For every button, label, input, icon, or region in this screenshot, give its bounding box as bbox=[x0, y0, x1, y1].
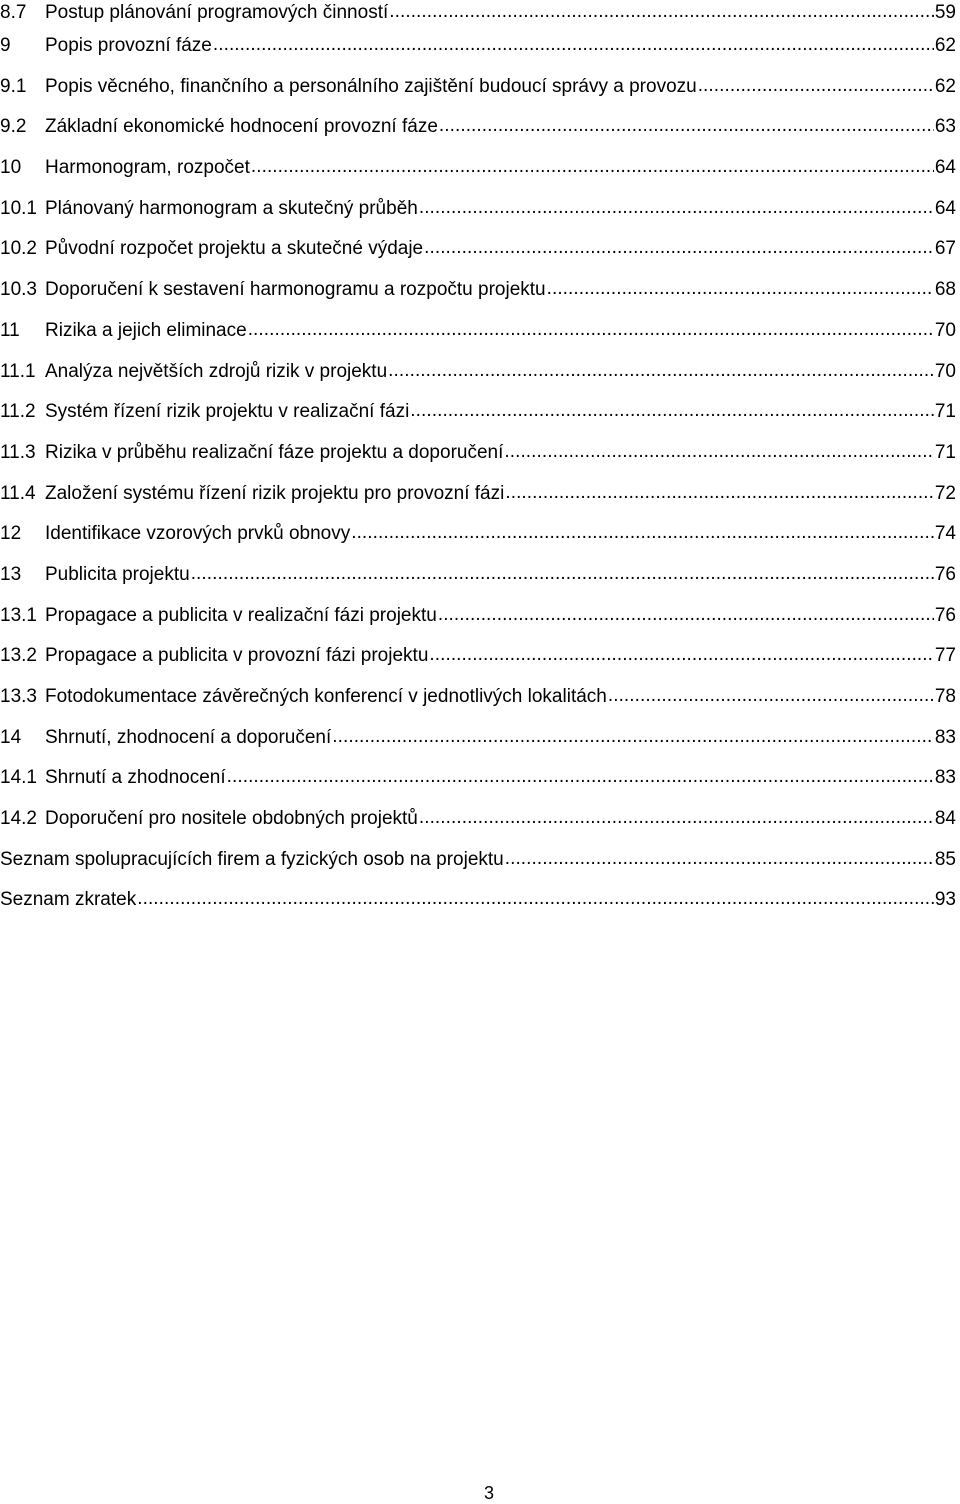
toc-entry[interactable] bbox=[0, 270, 956, 311]
toc-entry-title: Shrnutí, zhodnocení a doporučení bbox=[45, 726, 332, 748]
toc-entry-number: 11.2 bbox=[0, 401, 36, 423]
toc-entry[interactable] bbox=[0, 799, 956, 840]
toc-entry-title: Základní ekonomické hodnocení provozní fáze bbox=[45, 116, 438, 138]
dot-leader bbox=[213, 26, 934, 66]
toc-entry[interactable] bbox=[0, 555, 956, 596]
toc-entry-page: 77 bbox=[934, 645, 956, 667]
toc-entry-number: 11 bbox=[0, 319, 20, 341]
toc-entry-number: 13 bbox=[0, 563, 22, 585]
toc-entry-number: 13.3 bbox=[0, 686, 37, 707]
dot-leader bbox=[439, 107, 934, 147]
toc-entry-page: 62 bbox=[934, 75, 956, 97]
dot-leader bbox=[389, 0, 934, 25]
toc-entry-number: 13.1 bbox=[0, 604, 37, 626]
dot-leader bbox=[388, 352, 934, 392]
toc-entry-title: Popis provozní fáze bbox=[45, 35, 212, 56]
toc-entry-title: Publicita projektu bbox=[45, 563, 190, 585]
toc-entry-number: 11.1 bbox=[0, 360, 36, 382]
toc-entry-number: 14.1 bbox=[0, 767, 37, 789]
dot-leader bbox=[251, 148, 934, 188]
toc-entry-page: 78 bbox=[934, 686, 956, 707]
dot-leader bbox=[248, 311, 934, 351]
toc-entry[interactable] bbox=[0, 677, 956, 718]
toc-entry-page: 93 bbox=[934, 889, 956, 911]
toc-entry-page: 83 bbox=[934, 726, 956, 748]
toc-entry-number: 11.3 bbox=[0, 441, 36, 463]
toc-entry-number: 12 bbox=[0, 523, 22, 545]
toc-entry-page: 70 bbox=[934, 360, 956, 382]
dot-leader bbox=[698, 67, 934, 107]
toc-entry-page: 62 bbox=[934, 35, 956, 56]
toc-entry-title: Analýza největších zdrojů rizik v projektu bbox=[45, 360, 388, 382]
toc-entry-page: 85 bbox=[934, 848, 956, 870]
toc-entry[interactable] bbox=[0, 67, 956, 108]
toc-entry-title: Fotodokumentace závěrečných konferencí v jednotlivých lokalitách bbox=[45, 686, 607, 707]
toc-entry[interactable] bbox=[0, 758, 956, 799]
dot-leader bbox=[438, 596, 934, 636]
toc-entry-number: 9 bbox=[0, 35, 11, 56]
toc-entry[interactable] bbox=[0, 596, 956, 637]
dot-leader bbox=[419, 189, 934, 229]
toc-entry[interactable] bbox=[0, 148, 956, 189]
toc-entry-number: 14.2 bbox=[0, 808, 37, 830]
toc-entry[interactable] bbox=[0, 26, 956, 67]
toc-entry-page: 74 bbox=[934, 523, 956, 545]
toc-entry-number: 9.1 bbox=[0, 75, 27, 97]
toc-entry-title: Shrnutí a zhodnocení bbox=[45, 767, 226, 789]
dot-leader bbox=[608, 677, 934, 717]
toc-entry[interactable] bbox=[0, 229, 956, 270]
toc-entry[interactable] bbox=[0, 880, 956, 921]
toc-entry-page: 84 bbox=[934, 808, 956, 830]
toc-entry-page: 63 bbox=[934, 116, 956, 138]
toc-entry-title: Propagace a publicita v provozní fázi projektu bbox=[45, 645, 429, 667]
toc-entry[interactable] bbox=[0, 636, 956, 677]
dot-leader bbox=[332, 718, 934, 758]
toc-entry-page: 71 bbox=[934, 401, 956, 423]
toc-entry-page: 64 bbox=[934, 197, 956, 219]
page-number: 3 bbox=[483, 1483, 494, 1503]
toc-entry-title: Systém řízení rizik projektu v realizační fázi bbox=[45, 401, 410, 423]
toc-entry-title: Seznam zkratek bbox=[0, 889, 137, 911]
toc-entry-number: 14 bbox=[0, 726, 22, 748]
toc-entry-title: Identifikace vzorových prvků obnovy bbox=[45, 523, 351, 545]
toc-entry[interactable] bbox=[0, 514, 956, 555]
toc-entry[interactable] bbox=[0, 718, 956, 759]
toc-entry-page: 59 bbox=[934, 2, 956, 23]
toc-entry-title: Propagace a publicita v realizační fázi projektu bbox=[45, 604, 437, 626]
toc-entry-page: 76 bbox=[934, 604, 956, 626]
toc-entry-number: 10.2 bbox=[0, 238, 37, 260]
toc-entry-title: Harmonogram, rozpočet bbox=[45, 157, 250, 179]
toc-entry[interactable] bbox=[0, 0, 956, 26]
toc-entry-title: Doporučení k sestavení harmonogramu a rozpočtu projektu bbox=[45, 279, 546, 301]
dot-leader bbox=[419, 799, 934, 839]
dot-leader bbox=[424, 229, 934, 269]
toc-entry-page: 68 bbox=[934, 279, 956, 301]
toc-entry[interactable] bbox=[0, 474, 956, 515]
toc-entry-page: 76 bbox=[934, 563, 956, 585]
toc-entry-number: 10 bbox=[0, 157, 22, 179]
toc-entry-page: 72 bbox=[934, 482, 956, 504]
toc-entry-number: 9.2 bbox=[0, 116, 27, 138]
dot-leader bbox=[137, 880, 934, 920]
dot-leader bbox=[547, 270, 934, 310]
toc-entry-page: 70 bbox=[934, 319, 956, 341]
dot-leader bbox=[504, 433, 933, 473]
toc-entry-number: 11.4 bbox=[0, 482, 36, 504]
toc-entry-page: 71 bbox=[934, 441, 956, 463]
toc-entry-title: Popis věcného, finančního a personálního zajištění budoucí správy a provozu bbox=[45, 75, 697, 97]
dot-leader bbox=[410, 392, 934, 432]
toc-entry-number: 8.7 bbox=[0, 2, 27, 23]
toc-entry-number: 10.3 bbox=[0, 279, 37, 301]
toc-entry[interactable] bbox=[0, 392, 956, 433]
toc-entry-title: Rizika a jejich eliminace bbox=[45, 319, 247, 341]
toc-entry-page: 64 bbox=[934, 157, 956, 179]
dot-leader bbox=[429, 636, 933, 676]
toc-entry-title: Postup plánování programových činností bbox=[45, 2, 389, 23]
toc-entry-number: 13.2 bbox=[0, 645, 37, 667]
toc-entry-page: 83 bbox=[934, 767, 956, 789]
toc-entry[interactable] bbox=[0, 352, 956, 393]
toc-entry-number: 10.1 bbox=[0, 197, 37, 219]
toc-entry-page: 67 bbox=[934, 238, 956, 260]
toc-entry[interactable] bbox=[0, 189, 956, 230]
toc-entry-title: Doporučení pro nositele obdobných projektů bbox=[45, 808, 418, 830]
dot-leader bbox=[191, 555, 934, 595]
toc-entry[interactable] bbox=[0, 840, 956, 881]
dot-leader bbox=[227, 758, 934, 798]
toc-entry-title: Původní rozpočet projektu a skutečné výdaje bbox=[45, 238, 424, 260]
toc-entry-title: Plánovaný harmonogram a skutečný průběh bbox=[45, 197, 418, 219]
toc-entry-title: Založení systému řízení rizik projektu pro provozní fázi bbox=[45, 482, 505, 504]
toc-entry[interactable] bbox=[0, 311, 956, 352]
toc-entry-title: Rizika v průběhu realizační fáze projektu a doporučení bbox=[45, 441, 504, 463]
toc-entry-title: Seznam spolupracujících firem a fyzických osob na projektu bbox=[0, 848, 504, 870]
dot-leader bbox=[351, 514, 934, 554]
dot-leader bbox=[505, 474, 934, 514]
toc-entry[interactable] bbox=[0, 107, 956, 148]
dot-leader bbox=[505, 840, 934, 880]
toc-entry[interactable] bbox=[0, 433, 956, 474]
